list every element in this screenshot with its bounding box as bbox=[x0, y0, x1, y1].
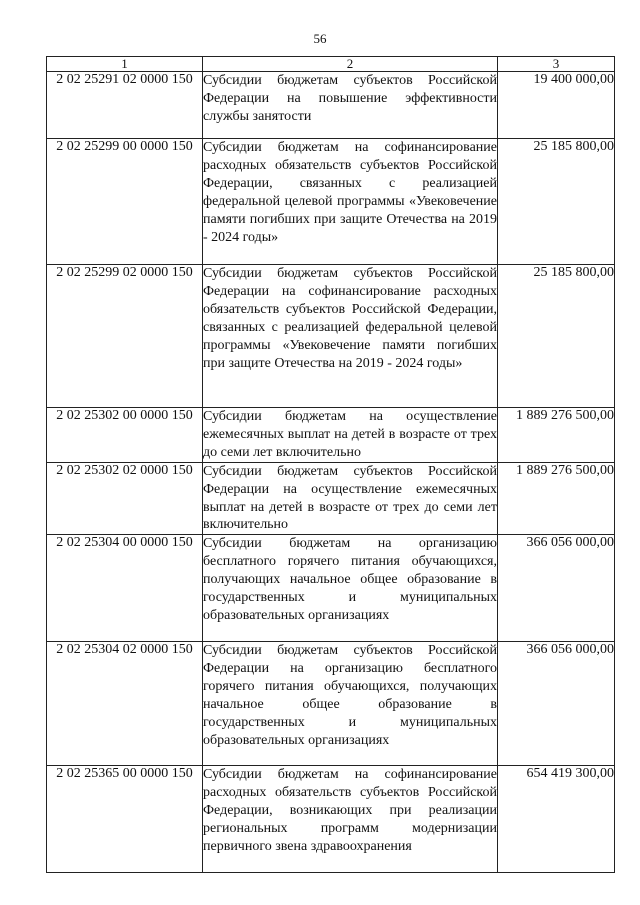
amount-value: 1 889 276 500,00 bbox=[498, 462, 615, 535]
classification-code: 2 02 25302 02 0000 150 bbox=[47, 462, 203, 535]
revenue-description: Субсидии бюджетам субъектов Российской Федерации на софинансирование расходных обязательств субъектов Российской Федерации, связанных с реализацией федеральной целевой программы «Увековечение памяти погибших при защите Отечества на 2019 - 2024 годы» bbox=[203, 265, 498, 408]
budget-revenue-table bbox=[46, 56, 615, 873]
revenue-description: Субсидии бюджетам на осуществление ежемесячных выплат на детей в возрасте от трех до семи лет включительно bbox=[203, 408, 498, 463]
amount-value: 25 185 800,00 bbox=[498, 139, 615, 265]
revenue-description: Субсидии бюджетам на софинансирование расходных обязательств субъектов Российской Федерации, связанных с реализацией федеральной целевой программы «Увековечение памяти погибших при защите Отечества на 2019 - 2024 годы» bbox=[203, 139, 498, 265]
revenue-description: Субсидии бюджетам субъектов Российской Федерации на организацию бесплатного горячего питания обучающихся, получающих начальное общее образование в государственных и муниципальных образовательных организациях bbox=[203, 642, 498, 766]
table-row bbox=[47, 462, 615, 535]
table-row bbox=[47, 535, 615, 642]
classification-code: 2 02 25291 02 0000 150 bbox=[47, 72, 203, 139]
table-row bbox=[47, 642, 615, 766]
classification-code: 2 02 25299 02 0000 150 bbox=[47, 265, 203, 408]
amount-value: 1 889 276 500,00 bbox=[498, 408, 615, 463]
column-header-amount: 3 bbox=[498, 57, 615, 72]
amount-value: 366 056 000,00 bbox=[498, 642, 615, 766]
revenue-description: Субсидии бюджетам субъектов Российской Федерации на повышение эффективности службы занятости bbox=[203, 72, 498, 139]
amount-value: 366 056 000,00 bbox=[498, 535, 615, 642]
page-number: 56 bbox=[313, 31, 327, 46]
amount-value: 19 400 000,00 bbox=[498, 72, 615, 139]
classification-code: 2 02 25299 00 0000 150 bbox=[47, 139, 203, 265]
classification-code: 2 02 25304 00 0000 150 bbox=[47, 535, 203, 642]
classification-code: 2 02 25365 00 0000 150 bbox=[47, 766, 203, 873]
classification-code: 2 02 25304 02 0000 150 bbox=[47, 642, 203, 766]
table-row bbox=[47, 408, 615, 463]
amount-value: 25 185 800,00 bbox=[498, 265, 615, 408]
revenue-description: Субсидии бюджетам на организацию бесплатного горячего питания обучающихся, получающих начальное общее образование в государственных и муниципальных образовательных организациях bbox=[203, 535, 498, 642]
table-header-row bbox=[47, 57, 615, 72]
classification-code: 2 02 25302 00 0000 150 bbox=[47, 408, 203, 463]
amount-value: 654 419 300,00 bbox=[498, 766, 615, 873]
column-header-description: 2 bbox=[203, 57, 498, 72]
revenue-description: Субсидии бюджетам субъектов Российской Федерации на осуществление ежемесячных выплат на детей в возрасте от трех до семи лет включительно bbox=[203, 462, 498, 535]
table-row bbox=[47, 139, 615, 265]
column-header-code: 1 bbox=[47, 57, 203, 72]
table-row bbox=[47, 766, 615, 873]
table-row bbox=[47, 72, 615, 139]
revenue-description: Субсидии бюджетам на софинансирование расходных обязательств субъектов Российской Федерации, возникающих при реализации региональных программ модернизации первичного звена здравоохранения bbox=[203, 766, 498, 873]
table-row bbox=[47, 265, 615, 408]
